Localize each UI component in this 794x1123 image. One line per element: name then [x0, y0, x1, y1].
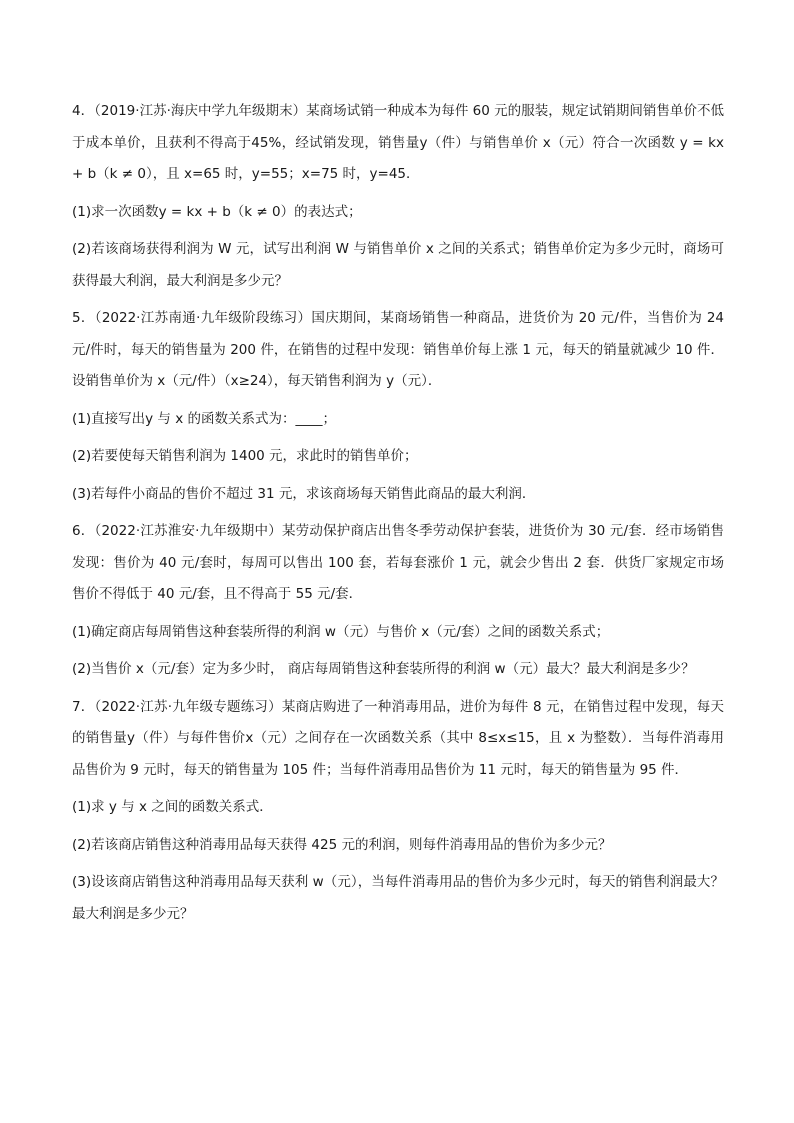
problem-5-stem: 5．（2022·江苏南通·九年级阶段练习）国庆期间，某商场销售一种商品，进货价为 20 元/件，当售价为 24 元/件时，每天的销售量为 200 件，在销售的过程中发现：销售单价每上涨 1 元，每天的销量就减少 10 件．设销售单价为 x（元/件）（x≥24），每天销售利润为 y（元）．	[72, 310, 724, 389]
problem-4	[72, 96, 724, 297]
problem-7-part-3: (3)设该商店销售这种消毒用品每天获利 w（元），当每件消毒用品的售价为多少元时，每天的销售利润最大？最大利润是多少元？	[72, 874, 724, 922]
problem-7	[72, 692, 724, 931]
problem-6-part-1: (1)确定商店每周销售这种套装所得的利润 w（元）与售价 x（元/套）之间的函数关系式；	[72, 623, 610, 640]
problem-5-part-1: (1)直接写出y 与 x 的函数关系式为：____；	[72, 410, 336, 427]
problem-5-part-2: (2)若要使每天销售利润为 1400 元，求此时的销售单价；	[72, 448, 418, 464]
problem-4-stem: 4．（2019·江苏·海庆中学九年级期末）某商场试销一种成本为每件 60 元的服装，规定试销期间销售单价不低于成本单价，且获利不得高于45%，经试销发现，销售量y（件）与销售单价 x（元）符合一次函数 y = kx + b（k ≠ 0），且 x=65 时，y=55；x=75 时，y=45．	[72, 103, 724, 182]
problem-5	[72, 303, 724, 510]
problem-4-part-1: (1)求一次函数y = kx + b（k ≠ 0）的表达式；	[72, 203, 362, 220]
problem-7-stem: 7．（2022·江苏·九年级专题练习）某商店购进了一种消毒用品，进价为每件 8 元，在销售过程中发现，每天的销售量y（件）与每件售价x（元）之间存在一次函数关系（其中 8≤x≤15，且 x 为整数）．当每件消毒用品售价为 9 元时，每天的销售量为 105 件；当每件消毒用品售价为 11 元时，每天的销售量为 95 件．	[72, 698, 724, 778]
problem-4-part-2: (2)若该商场获得利润为 W 元，试写出利润 W 与销售单价 x 之间的关系式；销售单价定为多少元时，商场可获得最大利润，最大利润是多少元？	[72, 241, 724, 289]
problem-7-part-2: (2)若该商店销售这种消毒用品每天获得 425 元的利润，则每件消毒用品的售价为多少元？	[72, 836, 612, 853]
problem-6-part-2: (2)当售价 x（元/套）定为多少时， 商店每周销售这种套装所得的利润 w（元）最大？最大利润是多少？	[72, 661, 695, 677]
problem-6	[72, 516, 724, 686]
worksheet-page	[72, 96, 724, 936]
problem-6-stem: 6．（2022·江苏淮安·九年级期中）某劳动保护商店出售冬季劳动保护套装，进货价为 30 元/套．经市场销售发现：售价为 40 元/套时，每周可以售出 100 套，若每套涨价 1 元，就会少售出 2 套．供货厂家规定市场售价不得低于 40 元/套，且不得高于 55 元/套．	[72, 523, 724, 602]
problem-5-part-3: (3)若每件小商品的售价不超过 31 元，求该商场每天销售此商品的最大利润．	[72, 485, 536, 502]
problem-7-part-1: (1)求 y 与 x 之间的函数关系式．	[72, 799, 273, 815]
